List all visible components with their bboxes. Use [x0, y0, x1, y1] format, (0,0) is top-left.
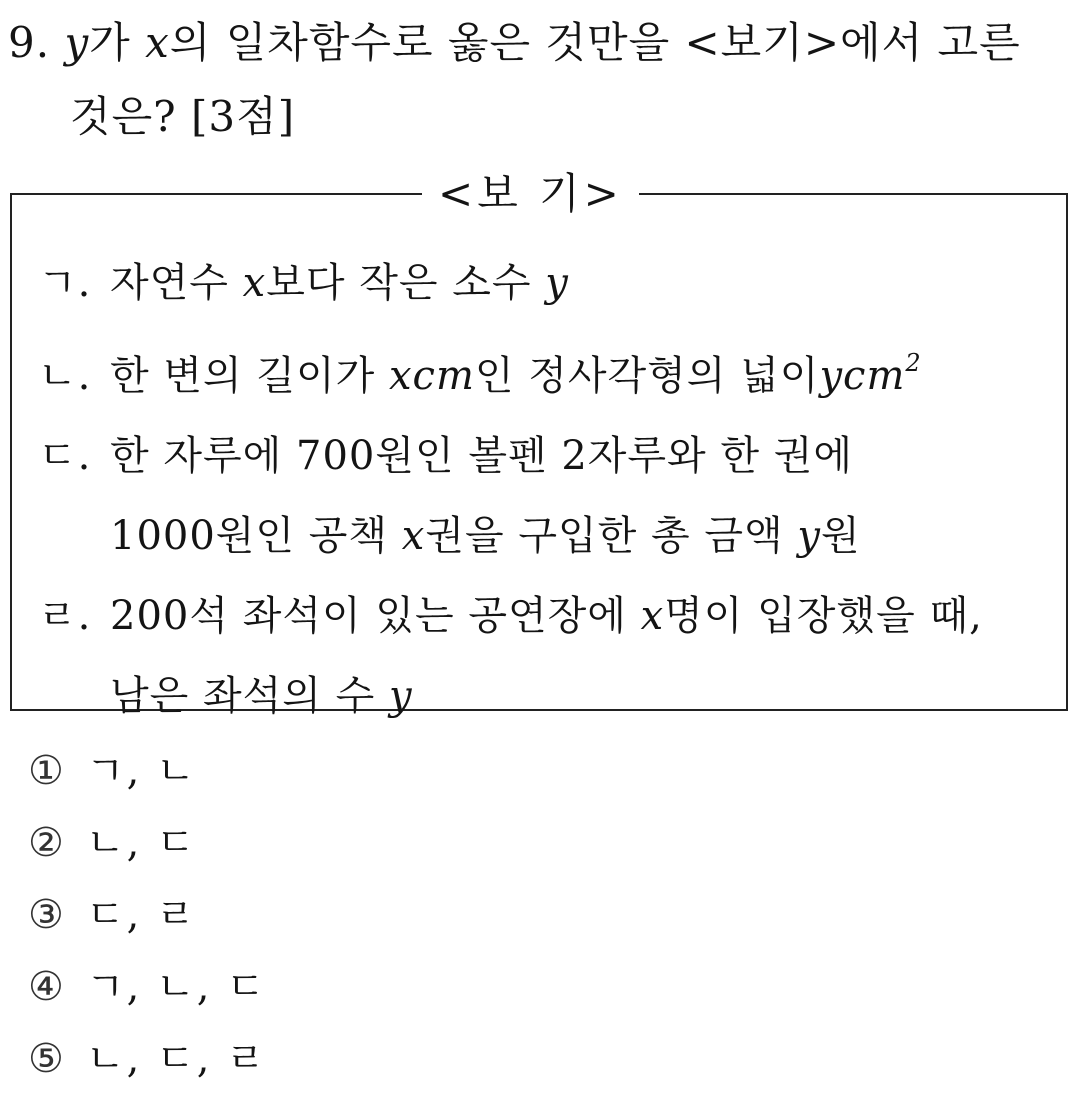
item-text: 200석 좌석이 있는 공연장에 — [110, 593, 641, 639]
bogi-item-3 — [38, 416, 1056, 496]
bogi-item-1 — [38, 243, 1056, 323]
item-text: 인 정사각형의 넓이 — [474, 353, 820, 399]
item-variable: x — [640, 593, 665, 639]
bogi-item-4 — [38, 576, 1056, 656]
choice-2[interactable] — [28, 807, 267, 879]
bogi-items — [38, 243, 1056, 736]
bogi-item-4-continued — [38, 656, 1056, 736]
item-mark: ㄴ. — [38, 353, 92, 399]
item-text: 자연수 — [110, 260, 243, 306]
question-number: 9. — [8, 18, 51, 67]
item-variable: y — [797, 513, 821, 559]
item-text: 남은 좌석의 수 — [110, 673, 389, 719]
choice-number: ② — [28, 820, 66, 866]
choice-text: ㄴ, ㄷ, ㄹ — [86, 1036, 267, 1082]
bogi-title: <보 기> — [422, 159, 639, 229]
item-variable: y — [545, 260, 569, 306]
item-variable: xcm — [388, 353, 475, 399]
item-mark: ㄷ. — [38, 433, 92, 479]
item-text: 원 — [820, 513, 861, 559]
bogi-item-2 — [38, 323, 1056, 416]
choice-4[interactable] — [28, 951, 267, 1023]
choice-text: ㄴ, ㄷ — [86, 820, 197, 866]
item-mark: ㄱ. — [38, 260, 92, 306]
item-variable: ycm — [819, 353, 906, 399]
bogi-box — [10, 169, 1068, 719]
choice-text: ㄱ, ㄴ — [86, 748, 197, 794]
choice-text: ㄱ, ㄴ, ㄷ — [86, 964, 267, 1010]
item-mark: ㄹ. — [38, 593, 92, 639]
answer-choices — [28, 735, 267, 1095]
choice-text: ㄷ, ㄹ — [86, 892, 197, 938]
question-line-2: 것은? [3점] — [70, 92, 296, 141]
question-line-1 — [8, 6, 1084, 80]
item-variable: y — [388, 673, 413, 719]
item-variable: x — [242, 260, 267, 306]
choice-number: ④ — [28, 964, 66, 1010]
choice-number: ⑤ — [28, 1036, 66, 1082]
item-text: 권을 구입한 총 금액 — [425, 513, 798, 559]
item-text: 보다 작은 소수 — [266, 260, 546, 306]
choice-1[interactable] — [28, 735, 267, 807]
variable-x: x — [145, 18, 170, 67]
item-text: 한 변의 길이가 — [110, 353, 389, 399]
question-text-part2: 의 일차함수로 옳은 것만을 <보기>에서 고른 — [169, 18, 1021, 67]
choice-number: ① — [28, 748, 66, 794]
choice-number: ③ — [28, 892, 66, 938]
item-variable: x — [401, 513, 426, 559]
question — [8, 6, 1084, 154]
choice-5[interactable] — [28, 1023, 267, 1095]
variable-y: y — [64, 18, 90, 67]
item-text: 명이 입장했을 때, — [664, 593, 983, 639]
item-text: 1000원인 공책 — [110, 513, 402, 559]
item-text: 한 자루에 700원인 볼펜 2자루와 한 권에 — [110, 433, 854, 479]
item-superscript: 2 — [905, 349, 922, 377]
bogi-item-3-continued — [38, 496, 1056, 576]
choice-3[interactable] — [28, 879, 267, 951]
question-text-part1: 가 — [89, 18, 131, 67]
